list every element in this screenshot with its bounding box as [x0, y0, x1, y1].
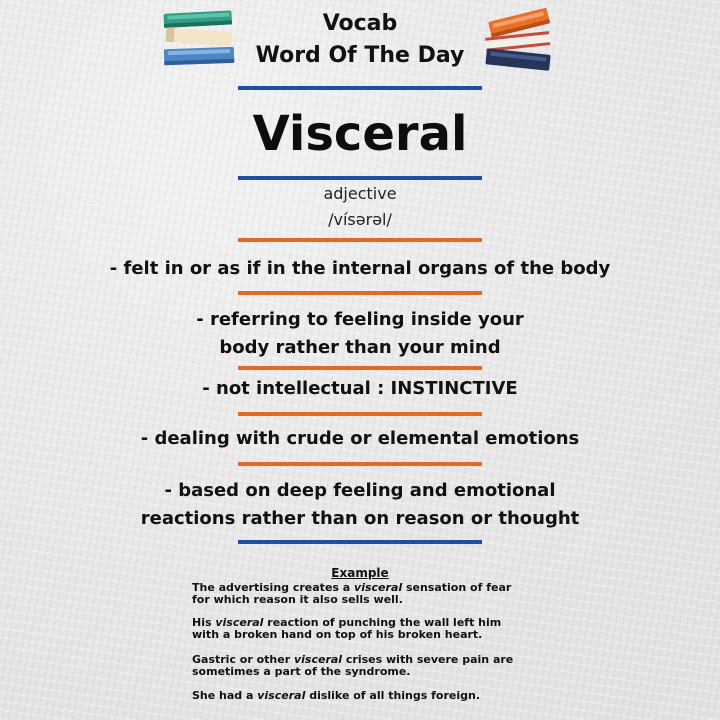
book-stack-icon	[482, 8, 560, 82]
header	[0, 8, 720, 72]
definition-1-line-1: - felt in or as if in the internal organs of the body	[109, 258, 611, 279]
definition-4-line-1: - dealing with crude or elemental emotions	[140, 428, 580, 449]
definition-2	[0, 306, 720, 362]
example-1-text-a: The advertising creates a	[192, 581, 355, 594]
example-1-text-b: sensation of fear	[402, 581, 512, 594]
divider-orange-1	[238, 238, 482, 242]
divider-orange-2	[238, 291, 482, 295]
header-line-1: Vocab	[322, 11, 398, 36]
definition-5-line-1: - based on deep feeling and emotional	[164, 480, 556, 501]
pronunciation: /vísərəl/	[328, 210, 392, 229]
divider-orange-4	[238, 412, 482, 416]
example-3-line-2: sometimes a part of the syndrome.	[192, 665, 411, 678]
example-3-keyword: visceral	[293, 653, 343, 666]
example-3-text-a: Gastric or other	[192, 653, 294, 666]
word-title: Visceral	[252, 106, 468, 162]
example-sentence-4	[192, 690, 552, 702]
example-4-text-a: She had a	[192, 689, 258, 702]
example-4-line-1	[192, 690, 552, 702]
example-sentence-3	[192, 654, 552, 678]
divider-blue-bottom	[238, 540, 482, 544]
example-2-text-a: His	[192, 616, 216, 629]
example-4-keyword: visceral	[257, 689, 306, 702]
divider-orange-5	[238, 462, 482, 466]
example-2-line-2: with a broken hand on top of his broken heart.	[192, 628, 483, 641]
part-of-speech: adjective	[323, 184, 397, 203]
book-stack-right-svg	[482, 8, 560, 78]
example-sentence-2	[192, 617, 552, 641]
divider-orange-3	[238, 366, 482, 370]
example-1-keyword: visceral	[354, 581, 403, 594]
divider-blue-under-word	[238, 176, 482, 180]
definition-5	[0, 477, 720, 533]
example-2-keyword: visceral	[215, 616, 264, 629]
example-sentence-1	[192, 582, 552, 606]
definition-3-line-1: - not intellectual : INSTINCTIVE	[202, 378, 518, 399]
example-1-line-2: for which reason it also sells well.	[192, 593, 403, 606]
book-stack-left-svg	[160, 8, 240, 72]
definition-2-line-1: - referring to feeling inside your	[196, 309, 524, 330]
definition-3	[0, 375, 720, 403]
definition-5-line-2: reactions rather than on reason or thought	[140, 508, 580, 529]
example-4-text-b: dislike of all things foreign.	[305, 689, 481, 702]
book-stack-icon	[160, 8, 240, 76]
definition-2-line-2: body rather than your mind	[219, 337, 501, 358]
definition-1	[0, 255, 720, 283]
example-2-text-b: reaction of punching the wall left him	[263, 616, 502, 629]
example-3-text-b: crises with severe pain are	[342, 653, 514, 666]
header-line-2: Word Of The Day	[255, 43, 465, 68]
divider-blue-top	[238, 86, 482, 90]
definition-4	[0, 425, 720, 453]
example-heading: Example	[331, 566, 389, 580]
